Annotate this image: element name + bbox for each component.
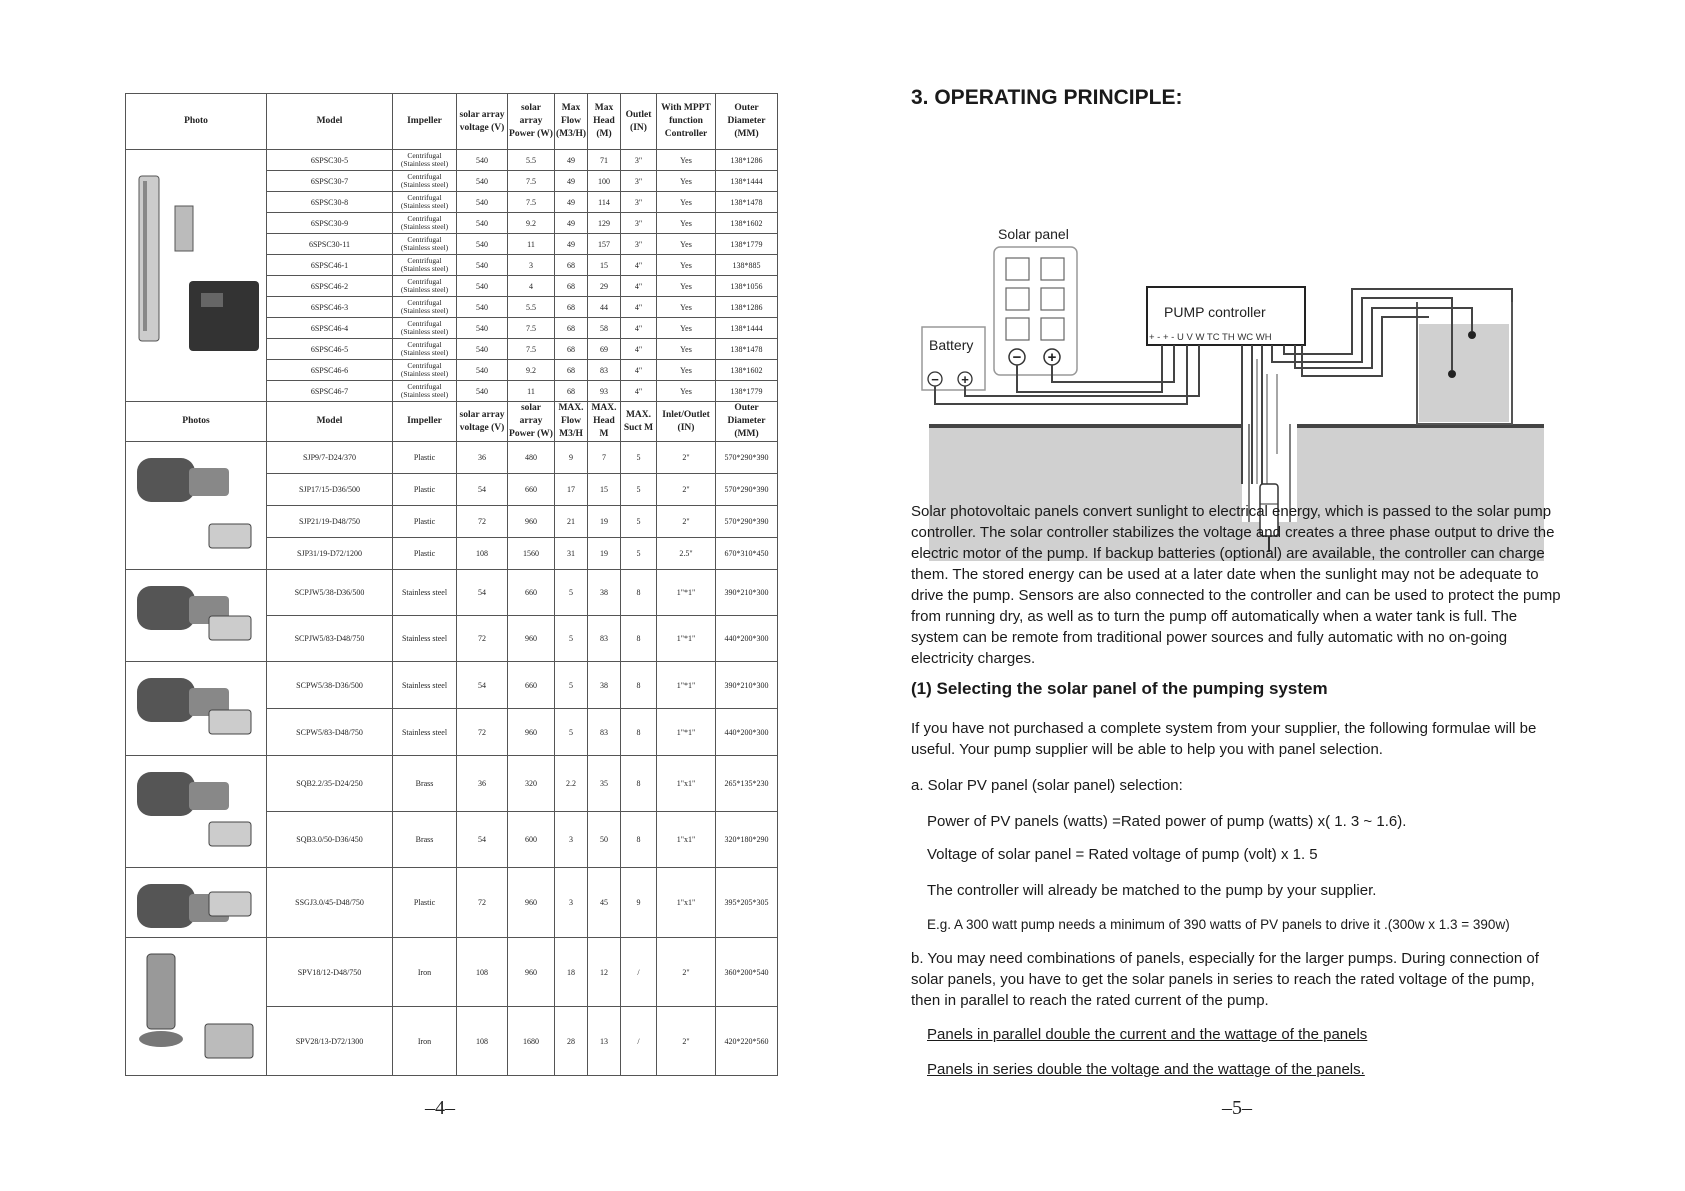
header-cell: solar array Power (W) <box>508 402 555 442</box>
svg-text:+: + <box>961 372 969 387</box>
table-cell: Stainless steel <box>393 570 457 616</box>
pump-photo <box>126 662 267 756</box>
table-cell: SJP31/19-D72/1200 <box>267 538 393 570</box>
table-cell: 15 <box>588 474 621 506</box>
table-cell: Centrifugal (Stainless steel) <box>393 192 457 213</box>
table-cell: 570*290*390 <box>716 506 778 538</box>
header-cell: MAX. Suct M <box>621 402 657 442</box>
table-cell: 138*1444 <box>716 171 778 192</box>
table-cell: 9.2 <box>508 360 555 381</box>
header-cell: solar array voltage (V) <box>457 402 508 442</box>
table-cell: 660 <box>508 570 555 616</box>
power-formula: Power of PV panels (watts) =Rated power of pump (watts) x( 1. 3 ~ 1.6). <box>927 813 1407 830</box>
table-cell: 49 <box>555 213 588 234</box>
table-row <box>126 570 778 616</box>
table-cell: 12 <box>588 938 621 1007</box>
table-cell: 5 <box>555 570 588 616</box>
table-cell: Yes <box>657 318 716 339</box>
table-cell: Plastic <box>393 442 457 474</box>
table-cell: 6SPSC46-4 <box>267 318 393 339</box>
svg-text:−: − <box>931 372 939 387</box>
table-cell: 2.2 <box>555 756 588 812</box>
table-cell: 15 <box>588 255 621 276</box>
table-cell: / <box>621 1007 657 1076</box>
table-cell: 9 <box>621 868 657 938</box>
table-cell: Yes <box>657 234 716 255</box>
table-cell: SCPW5/83-D48/750 <box>267 709 393 756</box>
table-cell: 49 <box>555 171 588 192</box>
pump-photo <box>126 150 267 402</box>
table-cell: 5 <box>621 506 657 538</box>
table-cell: 390*210*300 <box>716 570 778 616</box>
table-cell: 2" <box>657 474 716 506</box>
controller-note: The controller will already be matched to the pump by your supplier. <box>927 882 1377 899</box>
header-cell: Outlet (IN) <box>621 94 657 150</box>
table-cell: Yes <box>657 360 716 381</box>
table-cell: 3 <box>555 868 588 938</box>
table-cell: 3" <box>621 171 657 192</box>
example-note: E.g. A 300 watt pump needs a minimum of 390 watts of PV panels to drive it .(300w x 1.3 = 390w) <box>927 917 1510 932</box>
table-cell: / <box>621 938 657 1007</box>
table-cell: Yes <box>657 255 716 276</box>
table-cell: 6SPSC30-11 <box>267 234 393 255</box>
table-cell: 72 <box>457 709 508 756</box>
table-cell: 960 <box>508 709 555 756</box>
table-cell: 114 <box>588 192 621 213</box>
table-cell: SSGJ3.0/45-D48/750 <box>267 868 393 938</box>
table-cell: 3" <box>621 192 657 213</box>
table-cell: 960 <box>508 938 555 1007</box>
table-cell: 540 <box>457 171 508 192</box>
table-cell: 395*205*305 <box>716 868 778 938</box>
pump-photo <box>126 868 267 938</box>
table-cell: 108 <box>457 938 508 1007</box>
table-cell: Centrifugal (Stainless steel) <box>393 318 457 339</box>
table-cell: SPV28/13-D72/1300 <box>267 1007 393 1076</box>
table-cell: Centrifugal (Stainless steel) <box>393 150 457 171</box>
table-cell: 1"*1" <box>657 709 716 756</box>
table-cell: 138*1056 <box>716 276 778 297</box>
table-cell: 960 <box>508 506 555 538</box>
table-cell: 570*290*390 <box>716 442 778 474</box>
table-cell: 35 <box>588 756 621 812</box>
table-cell: 5 <box>555 662 588 709</box>
table-cell: 5 <box>621 538 657 570</box>
high-level-sensor <box>1468 331 1476 339</box>
table-cell: 540 <box>457 276 508 297</box>
header-cell: With MPPT function Controller <box>657 94 716 150</box>
table-cell: Iron <box>393 1007 457 1076</box>
table-cell: Plastic <box>393 868 457 938</box>
subheading: (1) Selecting the solar panel of the pumping system <box>911 679 1328 698</box>
table-cell: Centrifugal (Stainless steel) <box>393 360 457 381</box>
table-cell: 17 <box>555 474 588 506</box>
table-cell: 68 <box>555 255 588 276</box>
table-cell: 6SPSC46-3 <box>267 297 393 318</box>
table-cell: SQB3.0/50-D36/450 <box>267 812 393 868</box>
table-cell: SCPW5/38-D36/500 <box>267 662 393 709</box>
page-number-right: –5– <box>1222 1097 1252 1119</box>
voltage-formula: Voltage of solar panel = Rated voltage of pump (volt) x 1. 5 <box>927 846 1318 863</box>
table-row <box>126 868 778 938</box>
table-cell: 68 <box>555 360 588 381</box>
table-cell: 540 <box>457 255 508 276</box>
table-row <box>126 938 778 1007</box>
table-cell: 68 <box>555 339 588 360</box>
table-cell: 3" <box>621 234 657 255</box>
table-cell: 54 <box>457 812 508 868</box>
pump-photo <box>126 938 267 1076</box>
table-cell: 138*1602 <box>716 213 778 234</box>
table-cell: 2" <box>657 506 716 538</box>
table-cell: 69 <box>588 339 621 360</box>
submersible-pump-table <box>125 93 778 1076</box>
table-cell: Yes <box>657 276 716 297</box>
table-cell: 54 <box>457 474 508 506</box>
table-cell: 68 <box>555 381 588 402</box>
table-cell: 960 <box>508 616 555 662</box>
low-level-sensor <box>1448 370 1456 378</box>
table-cell: 28 <box>555 1007 588 1076</box>
table-cell: Yes <box>657 171 716 192</box>
header-cell: Photo <box>126 94 267 150</box>
selection-step-a: a. Solar PV panel (solar panel) selection: <box>911 777 1183 794</box>
table-cell: 1"*1" <box>657 662 716 709</box>
table-cell: 1"x1" <box>657 756 716 812</box>
table-cell: 540 <box>457 150 508 171</box>
header-cell: Impeller <box>393 402 457 442</box>
table-cell: 5.5 <box>508 150 555 171</box>
table-cell: 19 <box>588 506 621 538</box>
table-cell: Plastic <box>393 474 457 506</box>
table-cell: 68 <box>555 276 588 297</box>
table-cell: 93 <box>588 381 621 402</box>
table-cell: 108 <box>457 538 508 570</box>
table-cell: 320*180*290 <box>716 812 778 868</box>
table-cell: 19 <box>588 538 621 570</box>
terminal-labels: + - + - U V W TC TH WC WH <box>1149 332 1272 343</box>
table-cell: 49 <box>555 234 588 255</box>
table-cell: 2" <box>657 1007 716 1076</box>
table-cell: 138*1478 <box>716 339 778 360</box>
table-cell: 72 <box>457 616 508 662</box>
table-cell: 540 <box>457 192 508 213</box>
system-diagram <box>912 134 1552 564</box>
table-cell: SCPJW5/38-D36/500 <box>267 570 393 616</box>
table-cell: 5 <box>555 616 588 662</box>
table-cell: SJP9/7-D24/370 <box>267 442 393 474</box>
table-cell: 58 <box>588 318 621 339</box>
header-cell: MAX. Flow M3/H <box>555 402 588 442</box>
table2-body <box>126 442 778 1076</box>
table-cell: 4" <box>621 381 657 402</box>
table-cell: 7.5 <box>508 171 555 192</box>
table-cell: 6SPSC46-2 <box>267 276 393 297</box>
spv-pump-image <box>127 939 266 1075</box>
table-cell: 570*290*390 <box>716 474 778 506</box>
table-cell: 540 <box>457 360 508 381</box>
table-cell: 49 <box>555 192 588 213</box>
section-heading: 3. OPERATING PRINCIPLE: <box>911 86 1183 109</box>
table-cell: 6SPSC46-6 <box>267 360 393 381</box>
parallel-note: Panels in parallel double the current and the wattage of the panels <box>927 1026 1368 1043</box>
table-cell: 540 <box>457 297 508 318</box>
table-row <box>126 756 778 812</box>
pump-photo <box>126 570 267 662</box>
surface-pump-image <box>127 571 266 661</box>
table-cell: SJP21/19-D48/750 <box>267 506 393 538</box>
header-cell: Inlet/Outlet (IN) <box>657 402 716 442</box>
pump-photo <box>126 756 267 868</box>
table-cell: 36 <box>457 756 508 812</box>
table-cell: Yes <box>657 192 716 213</box>
table-cell: 5 <box>555 709 588 756</box>
table-cell: 4" <box>621 360 657 381</box>
table-cell: 8 <box>621 709 657 756</box>
table-cell: 29 <box>588 276 621 297</box>
table-cell: Centrifugal (Stainless steel) <box>393 381 457 402</box>
table-cell: 8 <box>621 812 657 868</box>
table-cell: 4" <box>621 339 657 360</box>
table-cell: 83 <box>588 709 621 756</box>
table-cell: 7.5 <box>508 192 555 213</box>
table-cell: 44 <box>588 297 621 318</box>
table-cell: 83 <box>588 616 621 662</box>
series-note: Panels in series double the voltage and the wattage of the panels. <box>927 1061 1365 1078</box>
table-cell: Stainless steel <box>393 616 457 662</box>
intro-paragraph: Solar photovoltaic panels convert sunlight to electrical energy, which is passed to the solar pump controller. The solar controller stabilizes the voltage and creates a three phase output to drive the electric motor of the pump. If backup batteries (optional) are available, the controller can charge them. The stored energy can be used at a later date when the sunlight may not be adequate to drive the pump. Sensors are also connected to the controller and can be used to protect the pump from running dry, as well as to turn the pump off automatically when a water tank is full. The system can be remote from traditional power sources and fully automatic with no on-going electricity charges. <box>911 503 1561 667</box>
table-cell: 420*220*560 <box>716 1007 778 1076</box>
table-cell: 540 <box>457 234 508 255</box>
table-row <box>126 150 778 171</box>
table-cell: 72 <box>457 506 508 538</box>
table-cell: 660 <box>508 662 555 709</box>
header-cell: Photos <box>126 402 267 442</box>
table-cell: 71 <box>588 150 621 171</box>
table-cell: 3" <box>621 213 657 234</box>
table-cell: 129 <box>588 213 621 234</box>
table-cell: Yes <box>657 213 716 234</box>
table-cell: Centrifugal (Stainless steel) <box>393 234 457 255</box>
table-cell: 45 <box>588 868 621 938</box>
table-cell: Centrifugal (Stainless steel) <box>393 255 457 276</box>
table-cell: Yes <box>657 381 716 402</box>
table-cell: 4" <box>621 276 657 297</box>
table-cell: 670*310*450 <box>716 538 778 570</box>
pump-photo <box>126 442 267 570</box>
table-cell: 31 <box>555 538 588 570</box>
table-cell: 50 <box>588 812 621 868</box>
table-cell: 6SPSC46-7 <box>267 381 393 402</box>
table-cell: 6SPSC30-9 <box>267 213 393 234</box>
table-cell: 36 <box>457 442 508 474</box>
battery-label: Battery <box>929 337 974 353</box>
table-cell: 7.5 <box>508 339 555 360</box>
header-cell: Max Flow (M3/H) <box>555 94 588 150</box>
table-cell: 7.5 <box>508 318 555 339</box>
table-cell: Plastic <box>393 538 457 570</box>
page-number-left: –4– <box>425 1097 455 1119</box>
surface-pump-image <box>127 869 266 937</box>
header-cell: Impeller <box>393 94 457 150</box>
table-cell: 4" <box>621 318 657 339</box>
submersible-pump-image <box>127 151 266 401</box>
header-cell: Outer Diameter (MM) <box>716 402 778 442</box>
table-cell: 54 <box>457 570 508 616</box>
table-cell: 138*1286 <box>716 297 778 318</box>
table-cell: 8 <box>621 756 657 812</box>
table-cell: 9 <box>555 442 588 474</box>
table-cell: 6SPSC30-7 <box>267 171 393 192</box>
table-cell: 68 <box>555 318 588 339</box>
table-cell: 38 <box>588 662 621 709</box>
svg-text:−: − <box>1012 349 1022 366</box>
table-cell: SJP17/15-D36/500 <box>267 474 393 506</box>
table-cell: 3 <box>555 812 588 868</box>
table-cell: 440*200*300 <box>716 616 778 662</box>
solar-panel-label: Solar panel <box>998 226 1069 242</box>
table-row <box>126 662 778 709</box>
table-cell: 38 <box>588 570 621 616</box>
surface-pump-image <box>127 443 266 569</box>
table-cell: Iron <box>393 938 457 1007</box>
table-cell: Centrifugal (Stainless steel) <box>393 339 457 360</box>
table-cell: 72 <box>457 868 508 938</box>
table-cell: 360*200*540 <box>716 938 778 1007</box>
table-cell: Yes <box>657 150 716 171</box>
header-cell: Model <box>267 94 393 150</box>
table-cell: 540 <box>457 318 508 339</box>
table-cell: 2" <box>657 938 716 1007</box>
table-cell: SCPJW5/83-D48/750 <box>267 616 393 662</box>
table-cell: 1560 <box>508 538 555 570</box>
header-cell: MAX. Head M <box>588 402 621 442</box>
table-cell: 138*885 <box>716 255 778 276</box>
table-cell: 68 <box>555 297 588 318</box>
table-cell: 11 <box>508 234 555 255</box>
table-cell: 440*200*300 <box>716 709 778 756</box>
table-cell: 5.5 <box>508 297 555 318</box>
table-cell: 4 <box>508 276 555 297</box>
table-cell: 390*210*300 <box>716 662 778 709</box>
table-cell: 6SPSC30-5 <box>267 150 393 171</box>
header-cell: Model <box>267 402 393 442</box>
table-cell: 540 <box>457 213 508 234</box>
table2-header-row <box>126 402 778 442</box>
table-cell: 108 <box>457 1007 508 1076</box>
table-cell: 2" <box>657 442 716 474</box>
table-cell: 7 <box>588 442 621 474</box>
table-cell: 8 <box>621 662 657 709</box>
table-cell: 600 <box>508 812 555 868</box>
table-cell: 5 <box>621 474 657 506</box>
table-cell: 320 <box>508 756 555 812</box>
table-cell: 6SPSC46-1 <box>267 255 393 276</box>
table-cell: 1"x1" <box>657 868 716 938</box>
table-cell: SPV18/12-D48/750 <box>267 938 393 1007</box>
table-cell: Brass <box>393 812 457 868</box>
table-cell: Stainless steel <box>393 709 457 756</box>
table-cell: 1680 <box>508 1007 555 1076</box>
table1-header-row <box>126 94 778 150</box>
table-cell: Brass <box>393 756 457 812</box>
table-cell: 6SPSC30-8 <box>267 192 393 213</box>
table-cell: Plastic <box>393 506 457 538</box>
table-cell: 1"*1" <box>657 570 716 616</box>
table-cell: 2.5" <box>657 538 716 570</box>
table-cell: 6SPSC46-5 <box>267 339 393 360</box>
table-row <box>126 442 778 474</box>
table-cell: 8 <box>621 570 657 616</box>
selection-paragraph: If you have not purchased a complete system from your supplier, the following formulae will be useful. Your pump supplier will be able to help you with panel selection. <box>911 720 1537 758</box>
table-cell: 8 <box>621 616 657 662</box>
table-cell: 138*1286 <box>716 150 778 171</box>
table-cell: 960 <box>508 868 555 938</box>
table-cell: 9.2 <box>508 213 555 234</box>
table-cell: 21 <box>555 506 588 538</box>
table-cell: 540 <box>457 339 508 360</box>
table-cell: 3" <box>621 150 657 171</box>
table-cell: SQB2.2/35-D24/250 <box>267 756 393 812</box>
table-cell: 4" <box>621 255 657 276</box>
table-cell: 157 <box>588 234 621 255</box>
table-cell: 4" <box>621 297 657 318</box>
header-cell: solar array voltage (V) <box>457 94 508 150</box>
table-cell: 54 <box>457 662 508 709</box>
header-cell: solar array Power (W) <box>508 94 555 150</box>
table-cell: 480 <box>508 442 555 474</box>
table-cell: 138*1478 <box>716 192 778 213</box>
table-cell: Centrifugal (Stainless steel) <box>393 171 457 192</box>
table-cell: Stainless steel <box>393 662 457 709</box>
table-cell: 1"*1" <box>657 616 716 662</box>
table-cell: 83 <box>588 360 621 381</box>
surface-pump-image <box>127 663 266 755</box>
table-cell: Yes <box>657 339 716 360</box>
table-cell: Centrifugal (Stainless steel) <box>393 297 457 318</box>
table-cell: 11 <box>508 381 555 402</box>
table-cell: 660 <box>508 474 555 506</box>
table-cell: 138*1602 <box>716 360 778 381</box>
table-cell: 138*1779 <box>716 234 778 255</box>
table-cell: Centrifugal (Stainless steel) <box>393 213 457 234</box>
table-cell: 138*1779 <box>716 381 778 402</box>
left-page <box>125 93 777 1076</box>
table-cell: 13 <box>588 1007 621 1076</box>
table-cell: 5 <box>621 442 657 474</box>
water-tank <box>1419 324 1509 422</box>
header-cell: Max Head (M) <box>588 94 621 150</box>
svg-text:+: + <box>1047 349 1057 366</box>
table-cell: 265*135*230 <box>716 756 778 812</box>
table-cell: 49 <box>555 150 588 171</box>
table-cell: Yes <box>657 297 716 318</box>
table-cell: 138*1444 <box>716 318 778 339</box>
table-cell: 18 <box>555 938 588 1007</box>
table-cell: 3 <box>508 255 555 276</box>
table-cell: 540 <box>457 381 508 402</box>
table-cell: Centrifugal (Stainless steel) <box>393 276 457 297</box>
header-cell: Outer Diameter (MM) <box>716 94 778 150</box>
table1-body <box>126 150 778 402</box>
selection-step-b: b. You may need combinations of panels, especially for the larger pumps. During connection of solar panels, you have to get the solar panels in series to reach the rated voltage of the pump, then in parallel to reach the rated current of the pump. <box>911 950 1539 1009</box>
controller-label: PUMP controller <box>1164 304 1266 320</box>
table-cell: 100 <box>588 171 621 192</box>
table-cell: 1"x1" <box>657 812 716 868</box>
surface-pump-image <box>127 757 266 867</box>
